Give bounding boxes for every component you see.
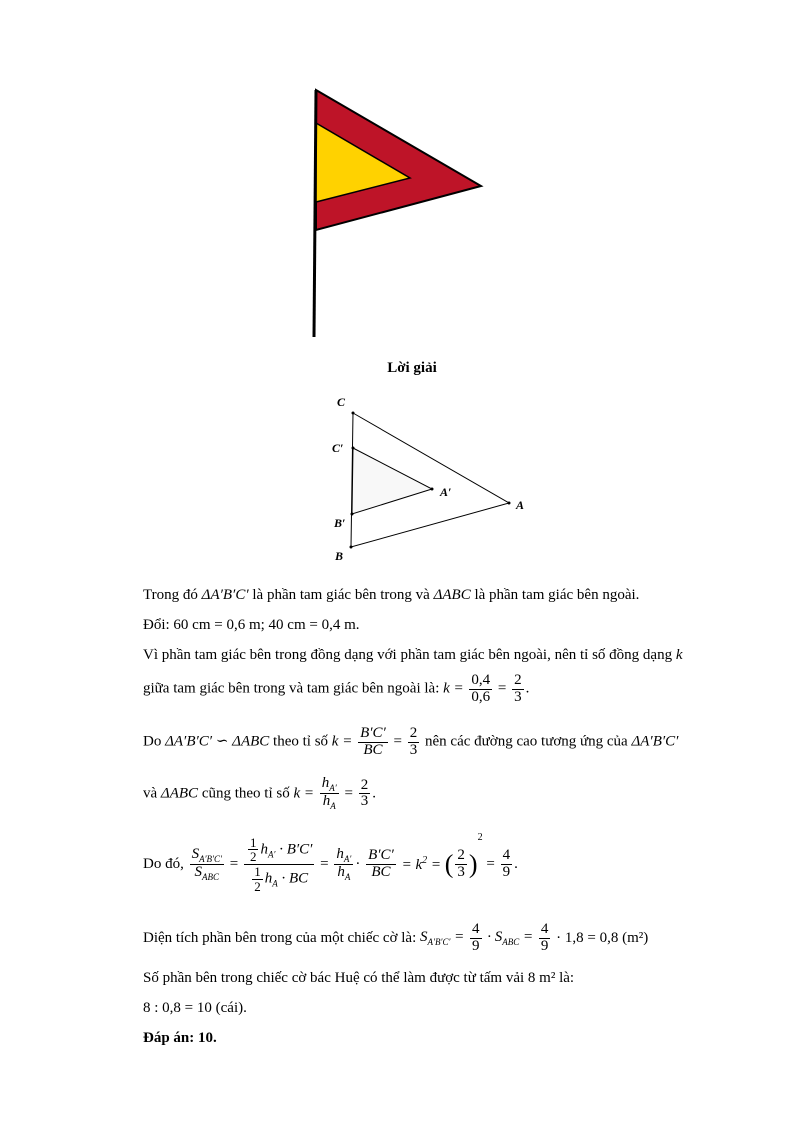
line-3: Vì phần tam giác bên trong đồng dạng với phần tam giác bên ngoài, nên tỉ số đồng dạng k [143, 647, 683, 663]
line-5: Do ΔA′B′C′ ∽ ΔABC theo tỉ số k = $\frac{B'C'}{BC}$ = $\frac{2}{3}$ nên các đường cao tương ứng của ΔA′B′C′ [143, 725, 679, 758]
fraction-hAp-hA: $\frac{h_{A'}}{h_A}$ [321, 775, 337, 812]
line-8: Diện tích phần bên trong của một chiếc cờ là: $S_{A'B'C'}$ = $\frac{4}{9}$ · $S_{ABC}$ = $\frac{4}{9}$ · 1,8 = 0,8 (m²) [143, 921, 649, 954]
line-2: Đổi: 60 cm = 0,6 m; 40 cm = 0,4 m. [143, 617, 360, 633]
fraction-4-9: $\frac{4}{9}$ [540, 921, 549, 954]
line-7: Do đó, $\frac{S_{A'B'C'}}{S_{ABC}}$ = $\frac{1}{2}$ $h_{A'} \cdot B'C'$ $\frac{1}{2}$ $h_A$ · BC = $\frac{h_{A'}}{h_A}$ · $\frac{B'C'}{BC}$ = $k^2$ = ( $\frac{2}{3}$ )$^2$ = $\frac{4}{9}$ . [143, 832, 518, 894]
line-6: và ΔABC cũng theo tỉ số k = $\frac{h_{A'}}{h_A}$ = $\frac{2}{3}$ . [143, 775, 376, 812]
flag-figure [300, 85, 490, 340]
fraction-2-3: $\frac{2}{3}$ [360, 776, 369, 810]
answer: Đáp án: 10. [143, 1030, 217, 1046]
label-Ap: A′ [440, 485, 452, 499]
fraction-2-3: $\frac{2}{3}$ [514, 672, 522, 705]
fraction-h: $\frac{h_{A'}}{h_A}$ [336, 845, 352, 883]
fraction-2-3: $\frac{2}{3}$ [457, 847, 465, 881]
line-1: Trong đó ΔA′B′C′ là phần tam giác bên trong và ΔABC là phần tam giác bên ngoài. [143, 587, 640, 603]
fraction-half-products: $\frac{1}{2}$ $h_{A'} \cdot B'C'$ $\frac{1}{2}$ $h_A$ · BC [244, 836, 314, 894]
label-A: A [516, 498, 525, 512]
label-Cp: C′ [332, 441, 344, 455]
flag-pole [314, 90, 316, 337]
fraction-sides: $\frac{B'C'}{BC}$ [368, 847, 394, 881]
inner-triangle-ApBpCp [352, 448, 432, 514]
fraction-4-9: $\frac{4}{9}$ [472, 921, 480, 954]
label-C: C [337, 395, 346, 409]
fraction-2-3: $\frac{2}{3}$ [409, 725, 418, 758]
fraction-BpCp-BC: $\frac{B'C'}{BC}$ [360, 725, 386, 758]
solution-title: Lời giải [387, 360, 437, 376]
fraction-4-9: $\frac{4}{9}$ [502, 847, 511, 881]
label-B: B [335, 549, 344, 563]
label-Bp: B′ [334, 516, 346, 530]
triangle-diagram [325, 390, 535, 570]
fraction-04-06: $\frac{0,4}{0,6}$ [471, 672, 491, 705]
line-9: Số phần bên trong chiếc cờ bác Huệ có thể làm được từ tấm vải 8 m² là: [143, 970, 575, 986]
fraction-area-ratio: $\frac{S_{A'B'C'}}{S_{ABC}}$ [191, 845, 222, 883]
line-10: 8 : 0,8 = 10 (cái). [143, 1000, 247, 1016]
line-4: giữa tam giác bên trong và tam giác bên ngoài là: k = $\frac{0,4}{0,6}$ = $\frac{2}{3}$ . [143, 672, 530, 705]
